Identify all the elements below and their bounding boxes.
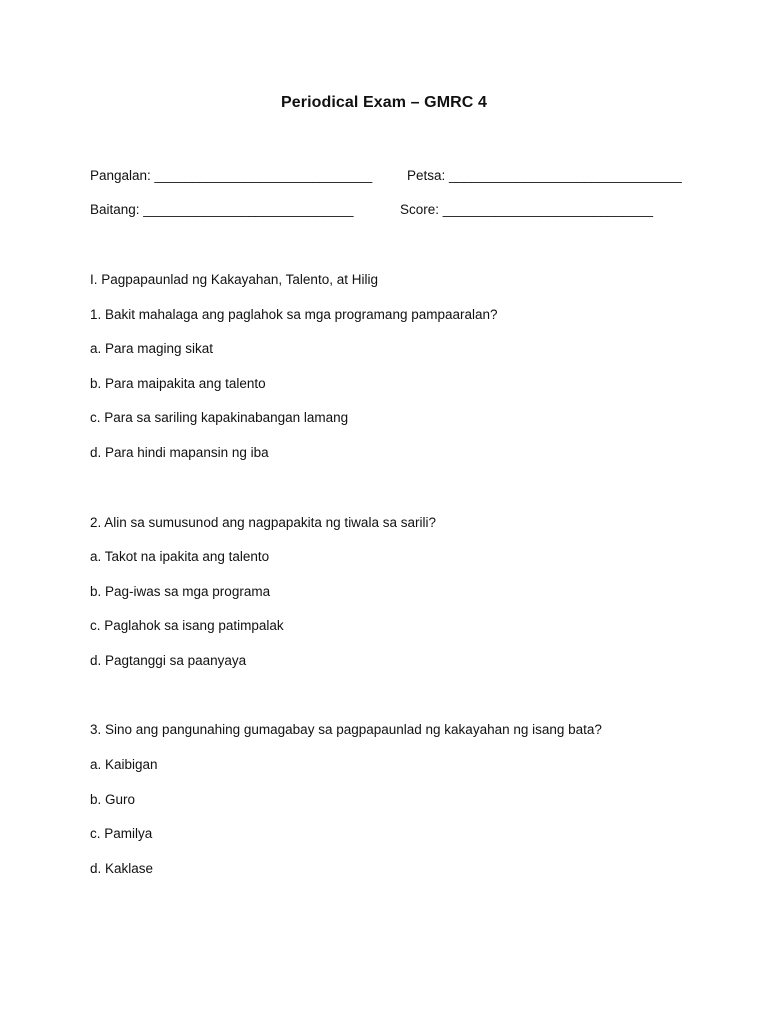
question-3: 3. Sino ang pangunahing gumagabay sa pagpapaunlad ng kakayahan ng isang bata? [90,722,602,737]
question-1-choice-c: c. Para sa sariling kapakinabangan lamang [90,410,349,425]
question-2: 2. Alin sa sumusunod ang nagpapakita ng tiwala sa sarili? [90,515,436,530]
petsa-field: Petsa: _______________________________ [407,168,682,183]
question-3-choice-b: b. Guro [90,792,136,807]
page-title: Periodical Exam – GMRC 4 [280,94,488,111]
pangalan-field: Pangalan: _____________________________ [90,168,373,183]
question-2-choice-b: b. Pag-iwas sa mga programa [90,584,271,599]
score-field: Score: ____________________________ [400,202,653,217]
baitang-field: Baitang: ____________________________ [90,202,354,217]
question-2-choice-a: a. Takot na ipakita ang talento [90,549,270,564]
question-1-choice-d: d. Para hindi mapansin ng iba [90,445,269,460]
question-3-choice-c: c. Pamilya [90,826,153,841]
section-heading: I. Pagpapaunlad ng Kakayahan, Talento, at Hilig [90,272,378,287]
question-2-choice-c: c. Paglahok sa isang patimpalak [90,618,284,633]
question-1: 1. Bakit mahalaga ang paglahok sa mga programang pampaaralan? [90,307,498,322]
question-2-choice-d: d. Pagtanggi sa paanyaya [90,653,247,668]
question-3-choice-d: d. Kaklase [90,861,154,876]
question-1-choice-b: b. Para maipakita ang talento [90,376,266,391]
question-1-choice-a: a. Para maging sikat [90,341,214,356]
question-3-choice-a: a. Kaibigan [90,757,158,772]
